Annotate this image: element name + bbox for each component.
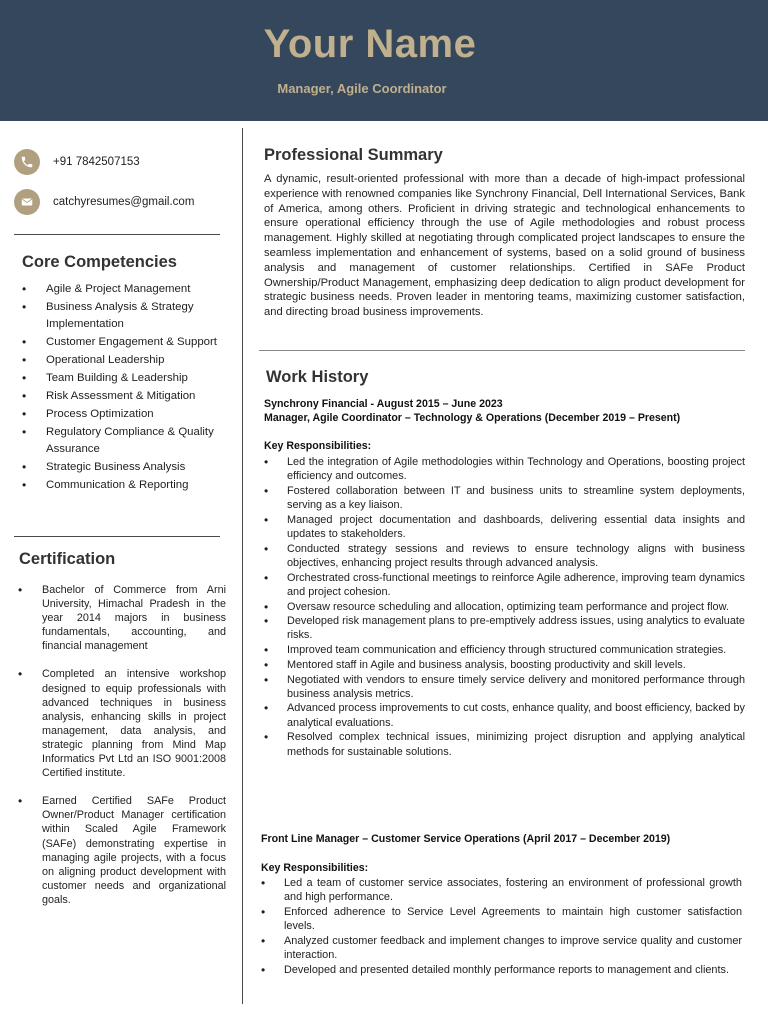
job2-position: Front Line Manager – Customer Service Operations (April 2017 – December 2019) bbox=[261, 833, 671, 845]
job1-resp-label: Key Responsibilities: bbox=[264, 440, 372, 452]
list-item: • Resolved complex technical issues, minimizing project disruption and applying analytical methods for sustainable solutions. bbox=[264, 730, 745, 758]
header-banner bbox=[0, 0, 768, 121]
list-item: • Advanced process improvements to cut costs, enhance quality, and boost efficiency, backed by analytical evaluations. bbox=[264, 701, 745, 729]
list-item: • Managed project documentation and dashboards, delivering essential data insights and updates to stakeholders. bbox=[264, 513, 745, 541]
list-item: • Risk Assessment & Mitigation bbox=[22, 388, 222, 405]
list-item: • Fostered collaboration between IT and business units to streamline system deployments, serving as a key liaison. bbox=[264, 484, 745, 512]
list-item: • Led the integration of Agile methodologies within Technology and Operations, boosting project efficiency and outcomes. bbox=[264, 455, 745, 483]
job2-resp-label: Key Responsibilities: bbox=[261, 862, 369, 874]
list-item: • Negotiated with vendors to ensure timely service delivery and monitored performance through business analysis metrics. bbox=[264, 673, 745, 701]
candidate-role: Manager, Agile Coordinator bbox=[277, 81, 447, 96]
contact-phone bbox=[14, 149, 140, 175]
competencies-title: Core Competencies bbox=[22, 253, 177, 271]
list-item: • Conducted strategy sessions and reviews to ensure technology aligns with business objectives, enhancing project results through advanced analysis. bbox=[264, 542, 745, 570]
list-item: • Team Building & Leadership bbox=[22, 370, 222, 387]
list-item: • Improved team communication and efficiency through structured communication strategies. bbox=[264, 643, 745, 657]
list-item: • Analyzed customer feedback and implement changes to improve service quality and customer interaction. bbox=[261, 934, 742, 962]
summary-text: A dynamic, result-oriented professional with more than a decade of high-impact professional experience with renowned companies like Synchrony Financial, Dell International Services, Bank of America, among others. Proficient in driving strategic and technological enhancements to ensure operational efficiency through the use of Agile methodologies and robust process management. Highly skilled at negotiating through complicated project landscapes to ensure the seamless implementation and enhancement of systems, based on a solid ground of business analysis and management of customer relationships. Certified in SAFe Product Ownership/Product Management, emphasizing deep dedication to align product development for strategic business needs. Proven leader in mentoring teams, maximizing customer satisfaction, and directing broad business improvements. bbox=[264, 173, 745, 319]
list-item: • Business Analysis & Strategy Implementation bbox=[22, 299, 222, 333]
list-item: • Completed an intensive workshop designed to equip professionals with advanced techniques in business analysis, enhancing skills in project management, data analysis, and strategic planning from Mind Map Informatics Pvt Ltd an ISO 9001:2008 Certified institute. bbox=[18, 667, 226, 780]
certification-title: Certification bbox=[19, 550, 116, 568]
list-item: • Operational Leadership bbox=[22, 352, 222, 369]
list-item: • Bachelor of Commerce from Arni University, Himachal Pradesh in the year 2014 majors in business fundamentals, accounting, and financial management bbox=[18, 583, 226, 653]
left-divider-2 bbox=[14, 536, 220, 537]
list-item: • Regulatory Compliance & Quality Assurance bbox=[22, 424, 222, 458]
envelope-icon bbox=[14, 189, 40, 215]
phone-number: +91 7842507153 bbox=[53, 156, 140, 168]
list-item: • Enforced adherence to Service Level Agreements to maintain high customer satisfaction levels. bbox=[261, 905, 742, 933]
list-item: • Strategic Business Analysis bbox=[22, 459, 222, 476]
contact-email bbox=[14, 189, 194, 215]
job2-responsibilities bbox=[261, 876, 742, 977]
column-divider bbox=[242, 128, 243, 1004]
job1-responsibilities bbox=[264, 455, 745, 759]
list-item: • Earned Certified SAFe Product Owner/Product Manager certification within Scaled Agile Framework (SAFe) demonstrating expertise in managing agile projects, with a focus on aligning product development with customer needs and organizational goals. bbox=[18, 794, 226, 907]
list-item: • Developed risk management plans to pre-emptively address issues, using analytics to evaluate risks. bbox=[264, 614, 745, 642]
work-history-title: Work History bbox=[266, 368, 369, 386]
list-item: • Led a team of customer service associates, fostering an environment of professional growth and high performance. bbox=[261, 876, 742, 904]
list-item: • Agile & Project Management bbox=[22, 281, 222, 298]
list-item: • Orchestrated cross-functional meetings to reinforce Agile adherence, improving team dynamics and project cohesion. bbox=[264, 571, 745, 599]
list-item: • Process Optimization bbox=[22, 406, 222, 423]
left-divider-1 bbox=[14, 234, 220, 235]
competencies-list bbox=[22, 281, 222, 495]
right-divider bbox=[259, 350, 745, 351]
list-item: • Customer Engagement & Support bbox=[22, 334, 222, 351]
candidate-name: Your Name bbox=[263, 22, 477, 66]
list-item: • Mentored staff in Agile and business analysis, boosting productivity and skill levels. bbox=[264, 658, 745, 672]
list-item: • Communication & Reporting bbox=[22, 477, 222, 494]
email-address[interactable]: catchyresumes@gmail.com bbox=[53, 196, 195, 208]
list-item: • Developed and presented detailed monthly performance reports to management and clients. bbox=[261, 963, 742, 977]
job1-company: Synchrony Financial - August 2015 – June 2023 bbox=[264, 398, 503, 410]
certification-list bbox=[18, 583, 226, 921]
phone-icon bbox=[14, 149, 40, 175]
job1-position: Manager, Agile Coordinator – Technology & Operations (December 2019 – Present) bbox=[264, 412, 681, 424]
list-item: • Oversaw resource scheduling and allocation, optimizing team performance and project flow. bbox=[264, 600, 745, 614]
summary-title: Professional Summary bbox=[264, 146, 443, 164]
